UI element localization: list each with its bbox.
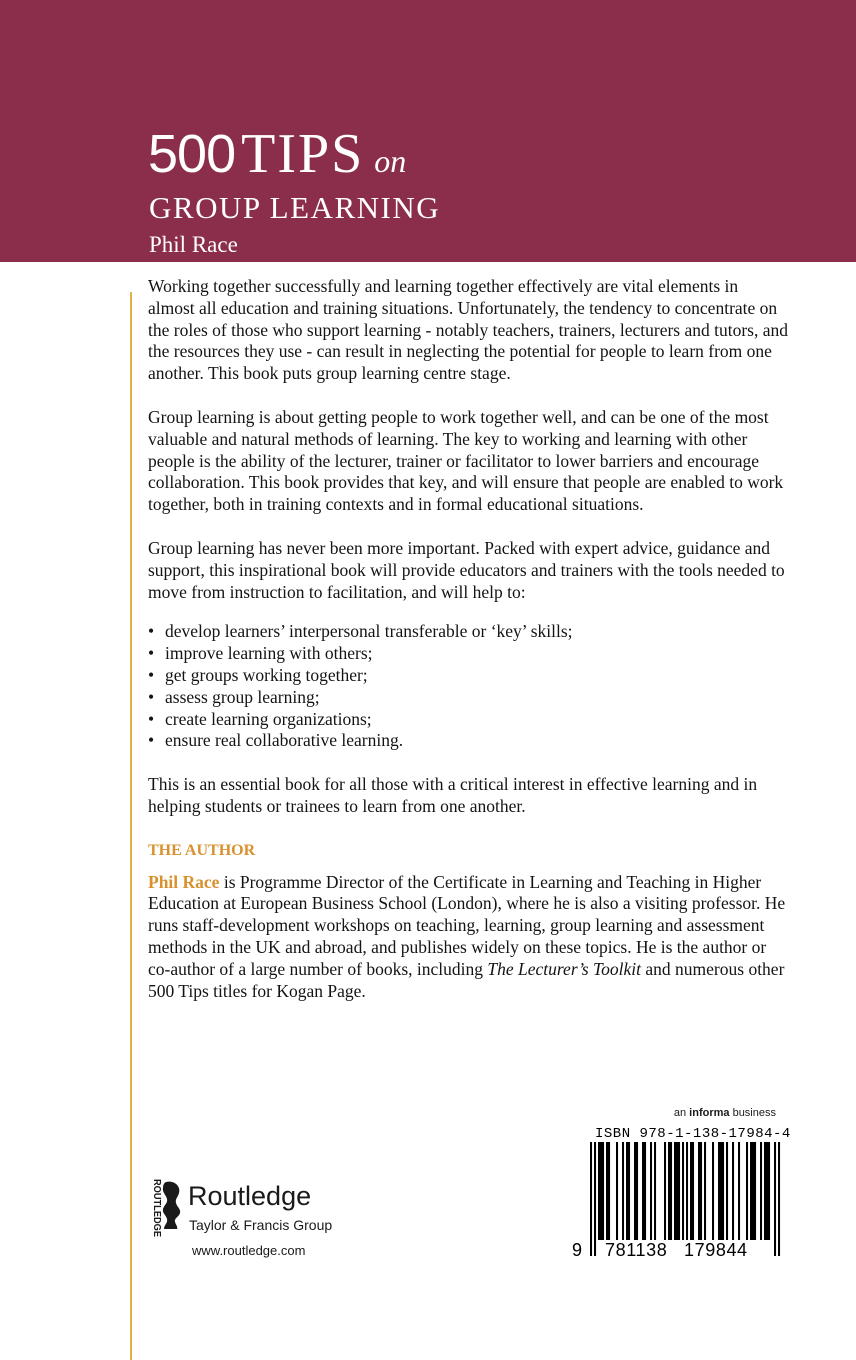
author-bio: [148, 872, 788, 1003]
subtitle: GROUP LEARNING: [149, 190, 441, 225]
barcode-bar: [720, 1142, 722, 1240]
routledge-vertical-wordmark: [140, 1178, 163, 1245]
author-bio-text-end: and numerous other 500 Tips titles for Kogan Page.: [148, 958, 785, 1001]
barcode-bar: [750, 1142, 752, 1240]
informa-suffix: business: [729, 1107, 776, 1119]
informa-tagline: [674, 1107, 776, 1119]
barcode-bar: [752, 1142, 754, 1240]
barcode: [572, 1142, 782, 1270]
barcode-bar: [722, 1142, 724, 1240]
title-number: 500: [148, 124, 236, 184]
barcode-bar: [626, 1142, 628, 1240]
barcode-bar: [746, 1142, 748, 1240]
barcode-first-digit: 9: [572, 1240, 583, 1260]
barcode-bar: [678, 1142, 680, 1240]
barcode-bar: [766, 1142, 768, 1240]
title-connector: on: [374, 143, 407, 179]
author-heading: THE AUTHOR: [148, 841, 256, 859]
barcode-bars: [590, 1142, 780, 1256]
barcode-bar: [692, 1142, 694, 1240]
barcode-right-digits: 179844: [684, 1240, 748, 1260]
paragraph: Group learning has never been more important. Packed with expert advice, guidance and support, this inspirational book will provide educators and trainers with the tools needed to move from instruction to facilitation, and will help to:: [148, 537, 785, 602]
barcode-bar: [606, 1142, 608, 1240]
barcode-bar: [668, 1142, 670, 1240]
barcode-bar: [664, 1142, 666, 1240]
barcode-bar: [700, 1142, 702, 1240]
barcode-bar: [676, 1142, 678, 1240]
barcode-bar: [768, 1142, 770, 1240]
barcode-bar: [616, 1142, 618, 1240]
list-item: • assess group learning;: [148, 687, 788, 709]
barcode-bar: [726, 1142, 728, 1240]
title-word: TIPS: [241, 123, 365, 185]
barcode-bar: [622, 1142, 624, 1240]
list-item: • get groups working together;: [148, 665, 788, 687]
list-item: • ensure real collaborative learning.: [148, 730, 788, 752]
barcode-bar: [732, 1142, 734, 1240]
barcode-bar: [600, 1142, 602, 1240]
barcode-bar: [594, 1142, 596, 1256]
barcode-bar: [764, 1142, 766, 1240]
routledge-head-icon: [160, 1180, 184, 1230]
barcode-bar: [650, 1142, 652, 1240]
barcode-left-digits: 781138: [605, 1240, 668, 1260]
author-bio-name: Phil Race: [148, 871, 220, 892]
barcode-bar: [698, 1142, 700, 1240]
barcode-bar: [690, 1142, 692, 1240]
barcode-bar: [628, 1142, 630, 1240]
barcode-bar: [774, 1142, 776, 1256]
barcode-bar: [754, 1142, 756, 1240]
barcode-bar: [636, 1142, 638, 1240]
barcode-bar: [686, 1142, 688, 1256]
title-main: [148, 123, 407, 185]
isbn-text: ISBN 978-1-138-17984-4: [595, 1126, 791, 1142]
book-title: The Lecturer’s Toolkit: [487, 958, 642, 979]
informa-bold: informa: [689, 1107, 730, 1119]
barcode-bar: [704, 1142, 706, 1240]
author-bio-text: is Programme Director of the Certificate in Learning and Teaching in Higher Education at European Business School (London), where he is also a visiting professor. He runs staff-development workshops on teaching, learning, group learning and assessment methods in the UK and abroad, and publishes widely on these topics. He is the author or co-author of a large number of books, including: [148, 871, 786, 979]
barcode-bar: [608, 1142, 610, 1240]
barcode-bar: [644, 1142, 646, 1240]
vertical-mark-text: ROUTLEDGE: [151, 1179, 163, 1245]
blurb: [148, 276, 788, 1024]
barcode-bar: [718, 1142, 720, 1240]
publisher-name: Routledge: [188, 1181, 312, 1211]
barcode-bar: [634, 1142, 636, 1240]
title-banner: [0, 0, 856, 262]
list-item: • create learning organizations;: [148, 709, 788, 731]
paragraph: Working together successfully and learning together effectively are vital elements in almost all education and training situations. Unfortunately, the tendency to concentrate on the roles of those who support learning - notably teachers, trainers, lecturers and tutors, and the resources they use - can result in neglecting the potential for people to learn from one another. This book puts group learning centre stage.: [148, 276, 789, 384]
barcode-bar: [682, 1142, 684, 1256]
bullet-list: [148, 621, 788, 752]
barcode-bar: [778, 1142, 780, 1256]
publisher-group: Taylor & Francis Group: [189, 1217, 333, 1233]
barcode-bar: [654, 1142, 656, 1240]
barcode-bar: [598, 1142, 600, 1240]
vertical-rule: [130, 292, 132, 1360]
list-item: • develop learners’ interpersonal transferable or ‘key’ skills;: [148, 621, 788, 643]
informa-prefix: an: [673, 1107, 690, 1119]
publisher-website: www.routledge.com: [192, 1243, 306, 1258]
barcode-bar: [642, 1142, 644, 1240]
barcode-bar: [602, 1142, 604, 1240]
author-name: Phil Race: [149, 232, 238, 257]
paragraph: Group learning is about getting people to work together well, and can be one of the most valuable and natural methods of learning. The key to working and learning with other people is the ability of the lecturer, trainer or facilitator to lower barriers and encourage collaboration. This book provides that key, and will ensure that people are enabled to work together, both in training contexts and in formal educational situations.: [148, 406, 784, 515]
barcode-bar: [590, 1142, 592, 1256]
barcode-bar: [760, 1142, 762, 1240]
closing-paragraph: This is an essential book for all those with a critical interest in effective learning and in helping students or trainees to learn from one another.: [148, 774, 758, 816]
barcode-bar: [712, 1142, 714, 1240]
barcode-bar: [674, 1142, 676, 1240]
list-item: • improve learning with others;: [148, 643, 788, 665]
barcode-bar: [738, 1142, 740, 1240]
barcode-bar: [670, 1142, 672, 1240]
